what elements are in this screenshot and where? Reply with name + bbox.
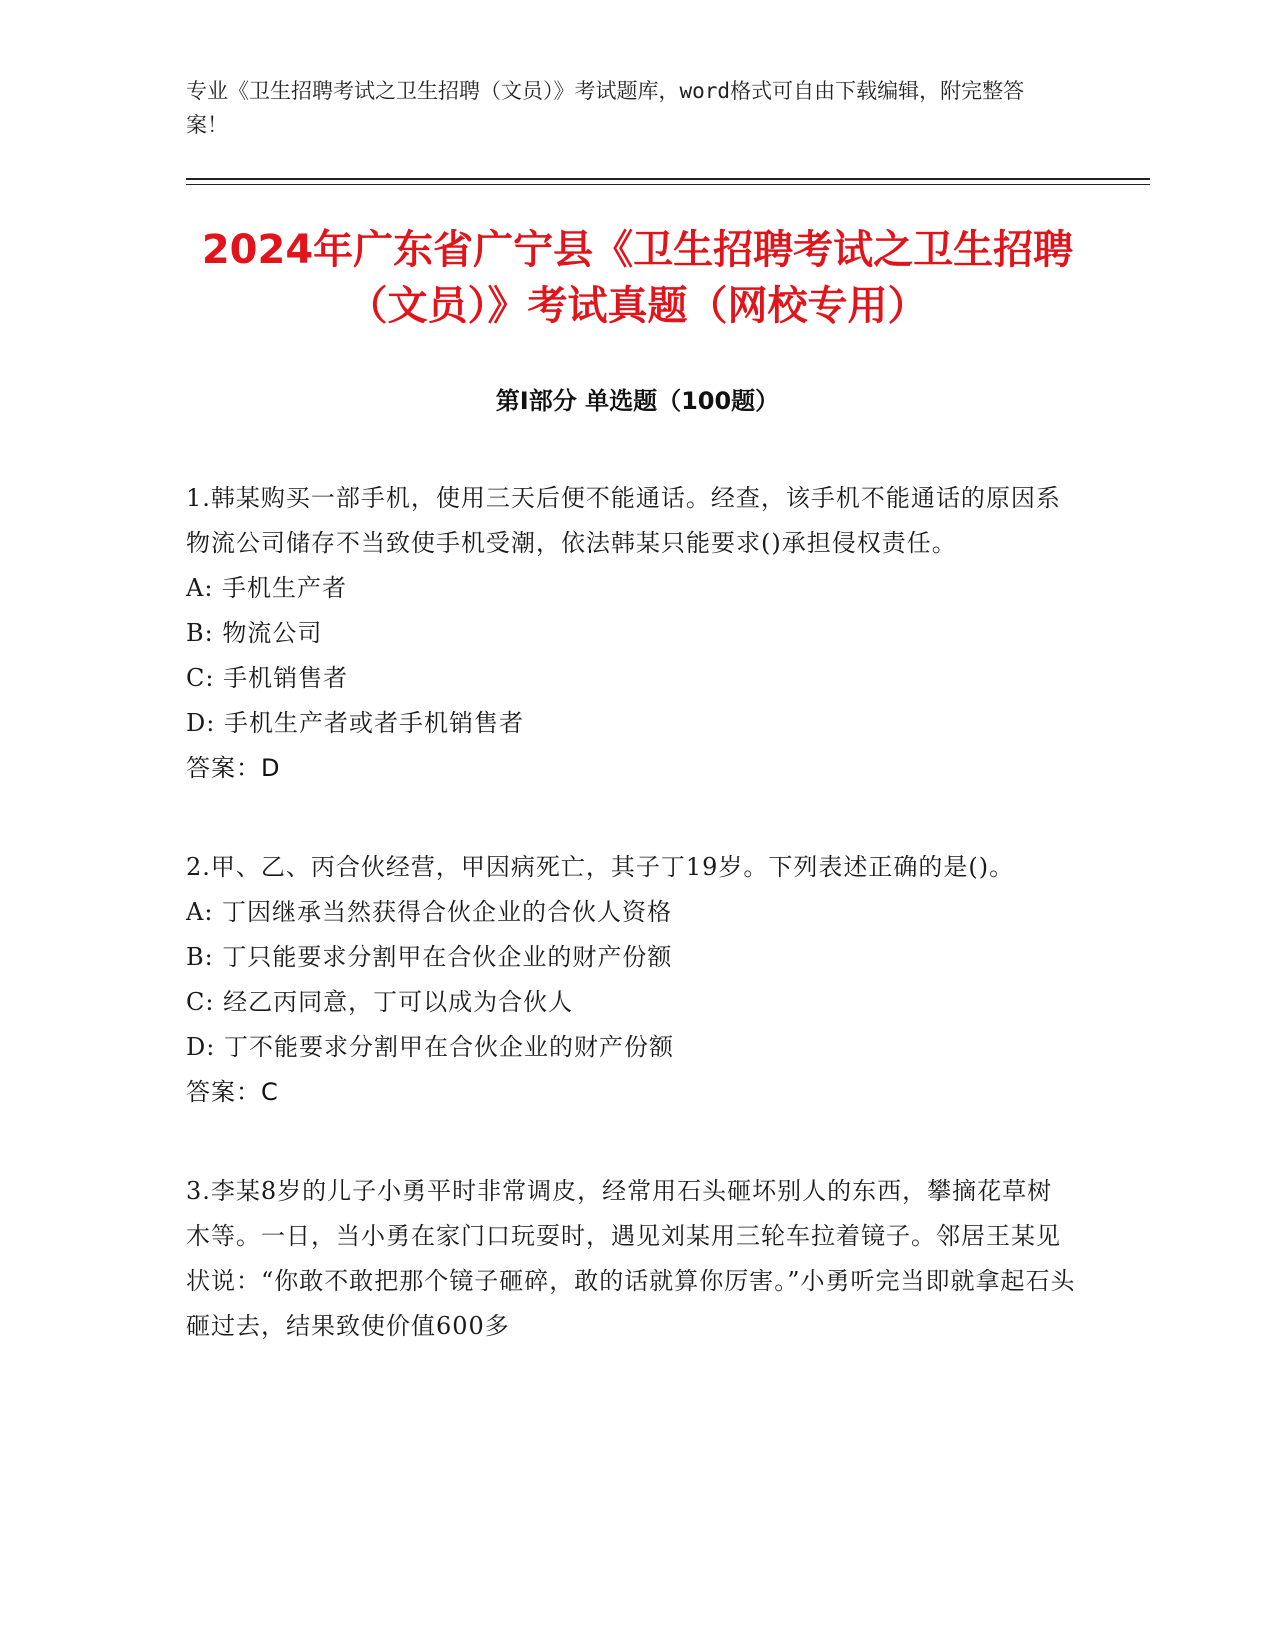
section-title: 第Ⅰ部分 单选题（100题） (495, 387, 780, 415)
header-rule-thick (186, 178, 1150, 180)
question-stem: 2.甲、乙、丙合伙经营，甲因病死亡，其子丁19岁。下列表述正确的是()。 (186, 853, 1015, 881)
option-d: D: 手机生产者或者手机销售者 (186, 709, 524, 737)
option-d: D: 丁不能要求分割甲在合伙企业的财产份额 (186, 1033, 674, 1061)
option-b: B: 丁只能要求分割甲在合伙企业的财产份额 (186, 943, 673, 971)
question-stem: 1.韩某购买一部手机，使用三天后便不能通话。经查，该手机不能通话的原因系物流公司储存不当致使手机受潮，依法韩某只能要求()承担侵权责任。 (186, 484, 1061, 557)
option-c: C: 经乙丙同意，丁可以成为合伙人 (186, 988, 574, 1016)
option-b: B: 物流公司 (186, 619, 323, 647)
option-c: C: 手机销售者 (186, 664, 349, 692)
option-a: A: 丁因继承当然获得合伙企业的合伙人资格 (186, 898, 673, 926)
question-3 (186, 1169, 1076, 1349)
document-title: 2024年广东省广宁县《卫生招聘考试之卫生招聘（文员）》考试真题（网校专用） (201, 227, 1074, 329)
question-1 (186, 476, 1076, 791)
option-a: A: 手机生产者 (186, 574, 348, 602)
question-2 (186, 845, 1076, 1115)
header-note: 专业《卫生招聘考试之卫生招聘（文员）》考试题库，word格式可自由下载编辑，附完整答案！ (186, 79, 1025, 137)
answer-line: 答案：C (186, 1078, 279, 1106)
answer-line: 答案：D (186, 754, 281, 782)
question-list (186, 476, 1076, 1403)
question-stem: 3.李某8岁的儿子小勇平时非常调皮，经常用石头砸坏别人的东西，攀摘花草树木等。一日，当小勇在家门口玩耍时，遇见刘某用三轮车拉着镜子。邻居王某见状说：“你敢不敢把那个镜子砸碎，敢的话就算你厉害。”小勇听完当即就拿起石头砸过去，结果致使价值600多 (186, 1177, 1076, 1340)
header-rule-thin (186, 184, 1150, 185)
